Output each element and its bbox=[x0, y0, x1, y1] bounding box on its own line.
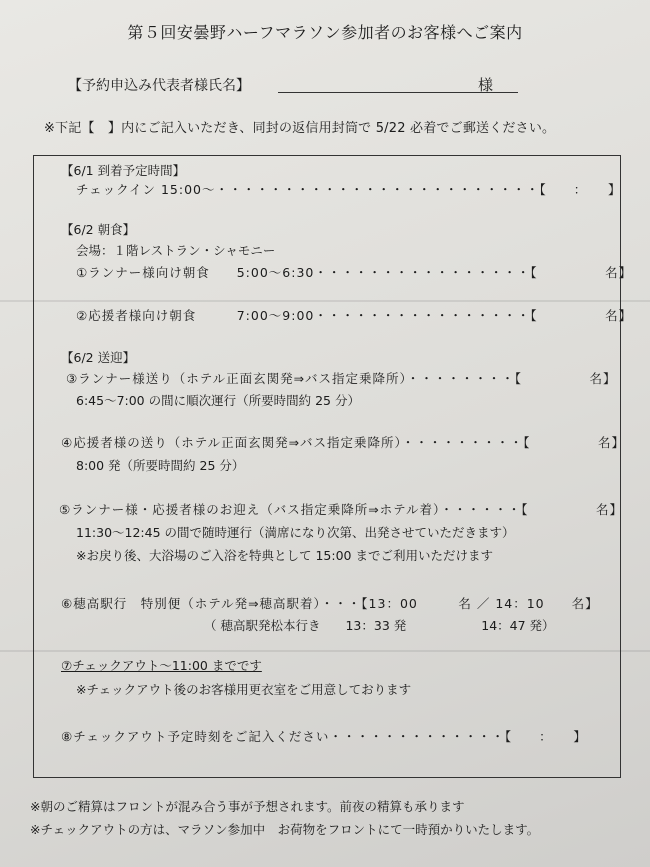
checkout-time-info: ⑦チェックアウト～11:00 までです bbox=[61, 658, 262, 673]
runner-transfer-field[interactable]: ③ランナー様送り（ホテル正面玄関発⇒バス指定乗降所）・・・・・・・・【 名】 bbox=[66, 371, 617, 386]
form-box bbox=[33, 155, 633, 778]
pickup-note: ※お戻り後、大浴場のご入浴を特典として 15:00 までご利用いただけます bbox=[76, 548, 493, 563]
changing-room-note: ※チェックアウト後のお客様用更衣室をご用意しております bbox=[76, 682, 412, 697]
runner-breakfast-field[interactable]: ①ランナー様向け朝食 5:00～6:30・・・・・・・・・・・・・・・・【 名】 bbox=[76, 265, 633, 280]
instruction-note: ※下記【 】内にご記入いただき、同封の返信用封筒で 5/22 必着でご郵送ください。 bbox=[44, 121, 556, 136]
checkout-time-field[interactable]: ⑧チェックアウト予定時刻をご記入ください・・・・・・・・・・・・・【 ： 】 bbox=[61, 729, 587, 744]
pickup-detail: 11:30～12:45 の間で随時運行（満席になり次第、出発させていただきます） bbox=[76, 525, 515, 540]
breakfast-venue: 会場：１階レストラン・シャモニー bbox=[76, 243, 276, 258]
breakfast-header: 【6/2 朝食】 bbox=[61, 222, 136, 237]
reservation-name-label: 【予約申込み代表者様氏名】 bbox=[68, 78, 250, 94]
runner-transfer-detail: 6:45～7:00 の間に順次運行（所要時間約 25 分） bbox=[76, 393, 360, 408]
transfer-header: 【6/2 送迎】 bbox=[61, 350, 136, 365]
arrival-header: 【6/1 到着予定時間】 bbox=[61, 163, 186, 178]
supporter-transfer-field[interactable]: ④応援者様の送り（ホテル正面玄関発⇒バス指定乗降所）・・・・・・・・・【 名】 bbox=[61, 435, 626, 450]
document-title: 第５回安曇野ハーフマラソン参加者のお客様へご案内 bbox=[127, 23, 523, 42]
checkin-time-field[interactable]: チェックイン 15:00～・・・・・・・・・・・・・・・・・・・・・・・・【 ： 】 bbox=[76, 182, 622, 197]
supporter-breakfast-field[interactable]: ②応援者様向け朝食 7:00～9:00・・・・・・・・・・・・・・・・【 名】 bbox=[76, 308, 633, 323]
hotaka-shuttle-field[interactable]: ⑥穂高駅行 特別便（ホテル発⇒穂高駅着）・・・【13：00 名 ／ 14：10 名】 bbox=[61, 596, 599, 611]
footer-note-settlement: ※朝のご精算はフロントが混み合う事が予想されます。前夜の精算も承ります bbox=[30, 799, 465, 814]
pickup-field[interactable]: ⑤ランナー様・応援者様のお迎え（バス指定乗降所⇒ホテル着）・・・・・・【 名】 bbox=[59, 502, 624, 517]
sama-suffix: 様 bbox=[478, 76, 494, 94]
footer-note-luggage: ※チェックアウトの方は、マラソン参加中 お荷物をフロントにて一時預かりいたします。 bbox=[30, 822, 540, 837]
hotaka-shuttle-detail: （ 穂高駅発松本行き 13：33 発 14：47 発） bbox=[204, 618, 555, 633]
supporter-transfer-detail: 8:00 発（所要時間約 25 分） bbox=[76, 458, 245, 473]
